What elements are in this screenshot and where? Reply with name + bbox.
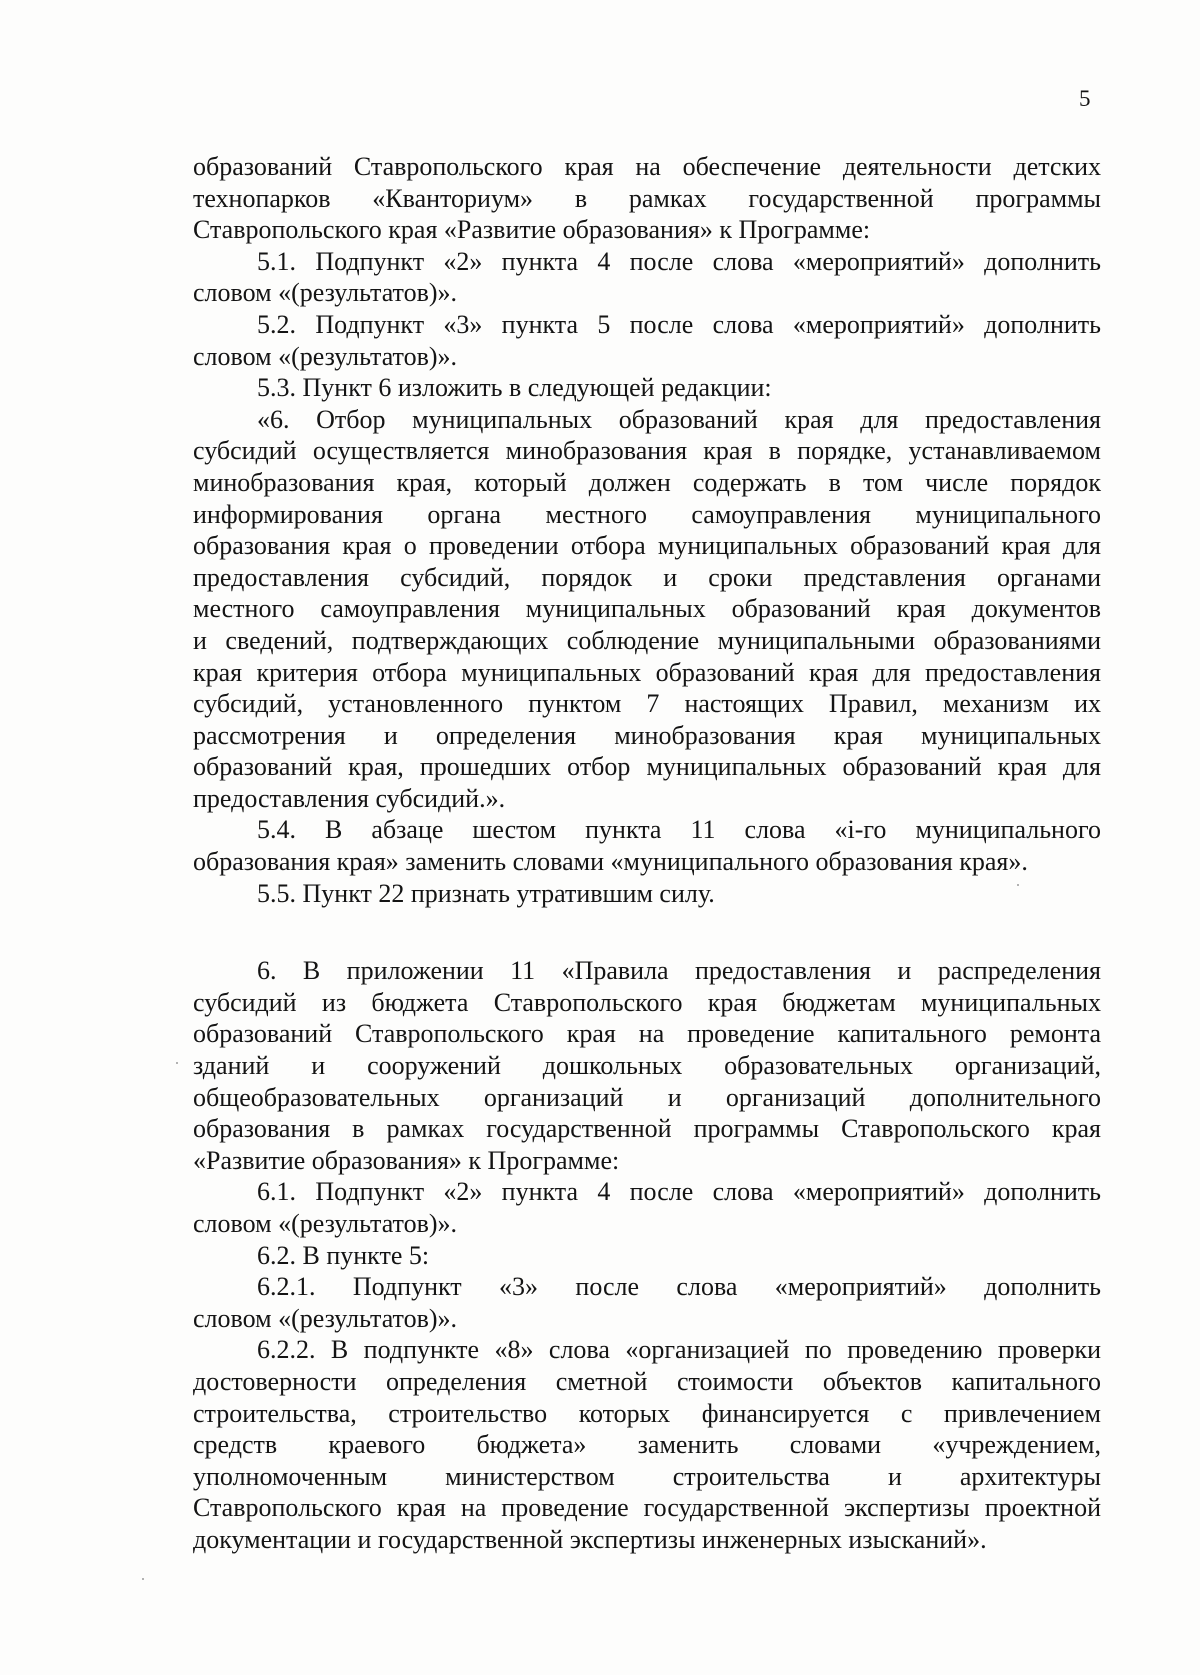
text-line: и сведений, подтверждающих соблюдение муниципальными образованиями xyxy=(193,625,1101,655)
text-line: словом «(результатов)». xyxy=(193,278,458,308)
text-line: 6.2.2. В подпункте «8» слова «организацией по проведению проверки xyxy=(257,1335,1101,1365)
text-line: общеобразовательных организаций и организаций дополнительного xyxy=(193,1082,1101,1112)
text-line: словом «(результатов)». xyxy=(193,341,458,371)
text-line: 5.5. Пункт 22 признать утратившим силу. xyxy=(257,878,715,908)
text-line: образования в рамках государственной программы Ставропольского края xyxy=(193,1114,1101,1144)
text-line: документации и государственной экспертизы инженерных изысканий». xyxy=(193,1524,987,1554)
text-line: зданий и сооружений дошкольных образовательных организаций, xyxy=(193,1051,1101,1081)
text-line: субсидий из бюджета Ставропольского края бюджетам муниципальных xyxy=(193,987,1101,1017)
text-line: образований Ставропольского края на обеспечение деятельности детских xyxy=(193,152,1101,181)
text-line: средств краевого бюджета» заменить словами «учреждением, xyxy=(193,1430,1101,1460)
text-line: предоставления субсидий.». xyxy=(193,783,506,813)
text-line: 6. В приложении 11 «Правила предоставления и распределения xyxy=(257,956,1101,986)
page-number: 5 xyxy=(1079,86,1091,111)
text-line: местного самоуправления муниципальных образований края документов xyxy=(193,594,1101,624)
text-line: образования края» заменить словами «муниципального образования края». xyxy=(193,847,1028,877)
text-line: 6.1. Подпункт «2» пункта 4 после слова «мероприятий» дополнить xyxy=(257,1177,1101,1207)
text-line: строительства, строительство которых финансируется с привлечением xyxy=(193,1398,1101,1428)
text-line: технопарков «Кванториум» в рамках государственной программы xyxy=(193,183,1101,213)
scan-speck xyxy=(176,1062,178,1064)
text-line: словом «(результатов)». xyxy=(193,1303,458,1333)
text-line: уполномоченным министерством строительства и архитектуры xyxy=(193,1461,1101,1491)
text-line: 5.3. Пункт 6 изложить в следующей редакции: xyxy=(257,373,772,403)
text-line: предоставления субсидий, порядок и сроки представления органами xyxy=(193,562,1101,592)
text-line: 5.2. Подпункт «3» пункта 5 после слова «мероприятий» дополнить xyxy=(257,309,1101,339)
text-line: рассмотрения и определения минобразования края муниципальных xyxy=(193,720,1101,750)
text-line: субсидий, установленного пунктом 7 настоящих Правил, механизм их xyxy=(193,689,1101,719)
scan-speck xyxy=(142,1578,144,1580)
text-line: 6.2.1. Подпункт «3» после слова «мероприятий» дополнить xyxy=(257,1272,1101,1302)
text-line: 5.1. Подпункт «2» пункта 4 после слова «мероприятий» дополнить xyxy=(257,246,1101,276)
text-line: достоверности определения сметной стоимости объектов капитального xyxy=(193,1366,1101,1396)
text-line: образований края, прошедших отбор муниципальных образований края для xyxy=(193,752,1101,782)
text-line: образований Ставропольского края на проведение капитального ремонта xyxy=(193,1019,1101,1049)
document-body xyxy=(193,151,1101,1556)
text-line: Ставропольского края на проведение государственной экспертизы проектной xyxy=(193,1493,1101,1523)
text-line: 6.2. В пункте 5: xyxy=(257,1240,430,1270)
text-line: образования края о проведении отбора муниципальных образований края для xyxy=(193,531,1101,561)
text-line: информирования органа местного самоуправления муниципального xyxy=(193,499,1101,529)
scan-speck xyxy=(1017,884,1019,886)
text-line: «Развитие образования» к Программе: xyxy=(193,1145,620,1175)
text-line: 5.4. В абзаце шестом пункта 11 слова «i-го муниципального xyxy=(257,815,1101,845)
paragraph-gap xyxy=(193,909,1101,955)
text-line: субсидий осуществляется минобразования края в порядке, устанавливаемом xyxy=(193,436,1101,466)
text-line: Ставропольского края «Развитие образования» к Программе: xyxy=(193,215,871,245)
text-line: края критерия отбора муниципальных образований края для предоставления xyxy=(193,657,1101,687)
text-line: словом «(результатов)». xyxy=(193,1209,458,1238)
text-line: «6. Отбор муниципальных образований края для предоставления xyxy=(257,404,1101,434)
text-line: минобразования края, который должен содержать в том числе порядок xyxy=(193,467,1101,497)
